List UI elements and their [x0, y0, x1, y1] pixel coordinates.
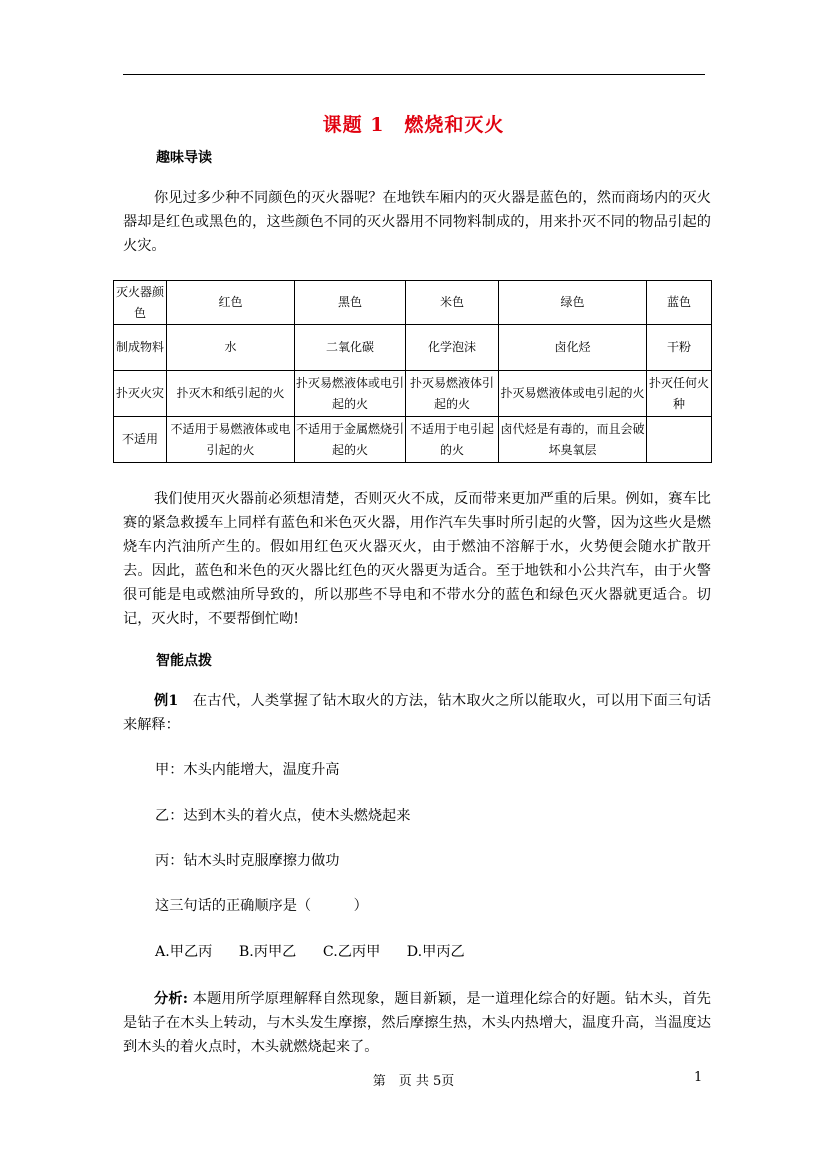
table-cell: 不适用于金属燃烧引起的火	[295, 417, 406, 463]
table-cell: 扑灭易燃液体或电引起的火	[295, 371, 406, 417]
page-footer: 第 页 共 5页	[372, 1074, 455, 1089]
table-header-cell: 蓝色	[647, 281, 712, 325]
extinguisher-table	[113, 280, 712, 463]
option-c: C.乙丙甲	[322, 944, 381, 960]
table-cell: 不适用于易燃液体或电引起的火	[167, 417, 295, 463]
table-row	[114, 281, 712, 325]
answer-options	[155, 941, 487, 961]
body-paragraph: 我们使用灭火器前必须想清楚，否则灭火不成，反而带来更加严重的后果。例如，赛车比赛的紧急救援车上同样有蓝色和米色灭火器，用作汽车失事时所引起的火警，因为这些火是燃烧车内汽油所产生的。假如用红色灭火器灭火，由于燃油不溶解于水，火势便会随水扩散开去。因此，蓝色和米色的灭火器比红色的灭火器更为适合。至于地铁和小公共汽车，由于火警很可能是电或燃油所导致的，所以那些不导电和不带水分的蓝色和绿色灭火器就更适合。切记，灭火时，不要帮倒忙呦!	[123, 491, 711, 627]
statement-yi: 乙：达到木头的着火点，使木头燃烧起来	[155, 808, 411, 824]
table-cell: 卤代烃是有毒的，而且会破坏臭氧层	[499, 417, 647, 463]
table-header-cell: 红色	[167, 281, 295, 325]
table-cell: 干粉	[647, 325, 712, 371]
page-number: 1	[694, 1070, 703, 1085]
analysis-label: 分析:	[154, 991, 189, 1007]
example-label: 例1	[154, 693, 179, 709]
table-cell: 水	[167, 325, 295, 371]
table-header-cell: 灭火器颜色	[114, 281, 167, 325]
table-cell: 不适用	[114, 417, 167, 463]
section-heading-tips: 智能点拨	[156, 653, 212, 669]
table-cell: 二氧化碳	[295, 325, 406, 371]
table-cell: 化学泡沫	[406, 325, 499, 371]
header-rule	[123, 74, 705, 75]
table-cell: 制成物料	[114, 325, 167, 371]
example-text: 在古代，人类掌握了钻木取火的方法，钻木取火之所以能取火，可以用下面三句话来解释：	[123, 693, 711, 733]
page-title: 课题 1 燃烧和灭火	[322, 114, 505, 136]
table-row	[114, 417, 712, 463]
table-cell: 扑灭易燃液体或电引起的火	[499, 371, 647, 417]
example-paragraph	[123, 689, 711, 737]
option-a: A.甲乙丙	[155, 944, 213, 960]
section-heading-intro: 趣味导读	[156, 150, 212, 166]
table-cell: 卤化烃	[499, 325, 647, 371]
option-b: B.丙甲乙	[238, 944, 297, 960]
intro-paragraph: 你见过多少种不同颜色的灭火器呢？在地铁车厢内的灭火器是蓝色的，然而商场内的灭火器却是红色或黑色的，这些颜色不同的灭火器用不同物料制成的，用来扑灭不同的物品引起的火灾。	[123, 190, 711, 254]
table-header-cell: 黑色	[295, 281, 406, 325]
analysis-paragraph	[123, 987, 711, 1059]
analysis-text: 本题用所学原理解释自然现象，题目新颖，是一道理化综合的好题。钻木头，首先是钻子在木头上转动，与木头发生摩擦，然后摩擦生热，木头内热增大，温度升高，当温度达到木头的着火点时，木头就燃烧起来了。	[123, 991, 711, 1055]
statement-bing: 丙：钻木头时克服摩擦力做功	[155, 853, 340, 869]
table-cell: 扑灭木和纸引起的火	[167, 371, 295, 417]
question-text: 这三句话的正确顺序是（ ）	[155, 898, 368, 914]
table-cell: 扑灭易燃液体引起的火	[406, 371, 499, 417]
table-cell: 不适用于电引起的火	[406, 417, 499, 463]
table-cell: 扑灭火灾	[114, 371, 167, 417]
table-cell	[647, 417, 712, 463]
table-row	[114, 371, 712, 417]
statement-jia: 甲：木头内能增大，温度升高	[155, 762, 340, 778]
table-header-cell: 米色	[406, 281, 499, 325]
table-header-cell: 绿色	[499, 281, 647, 325]
table-row	[114, 325, 712, 371]
table-cell: 扑灭任何火种	[647, 371, 712, 417]
option-d: D.甲丙乙	[406, 944, 465, 960]
